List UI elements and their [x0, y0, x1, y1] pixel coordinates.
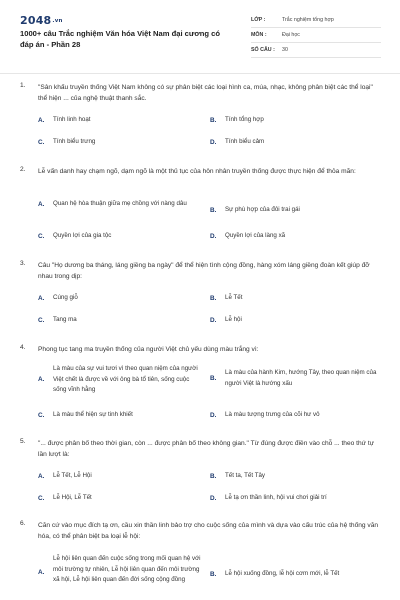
option-text: Lễ tạ ơn thần linh, hội vui chơi giải trí [225, 494, 327, 501]
option-letter: A. [38, 472, 45, 480]
option-b[interactable] [210, 569, 382, 580]
site-logo[interactable] [20, 14, 63, 27]
option-text: Tính biểu trưng [53, 138, 96, 145]
document-title: 1000+ câu Trắc nghiệm Văn hóa Việt Nam đại cương có đáp án - Phần 28 [20, 29, 221, 49]
option-letter: D. [210, 494, 217, 502]
option-text: Quyền lợi của gia tộc [53, 232, 112, 239]
question-text: "... được phân bố theo thời gian, còn ... được phân bố theo không gian." Từ đúng được điền vào chỗ ... theo thứ tự lần lượt là: [38, 440, 375, 458]
option-text: Lễ hội xuống đồng, lễ hội cơm mới, lễ Tết [225, 570, 340, 577]
option-c[interactable] [38, 137, 198, 148]
option-letter: C. [38, 232, 45, 240]
option-d[interactable] [210, 315, 380, 326]
option-text: Lễ Hội, Lễ Tết [53, 494, 92, 501]
question-text: Căn cứ vào mục đích tạ ơn, cầu xin thần linh bảo trợ cho cuộc sống của mình và dựa vào cấu trúc của hệ thống văn hóa, có thể phân biệt ba loại lễ hội: [38, 522, 379, 540]
option-text: Lễ hội liên quan đến cuộc sống trong mối quan hệ với môi trường tự nhiên, Lễ hội liên quan đến môi trường xã hội, Lễ hội liên quan đến đời sống cộng đồng [53, 555, 201, 583]
option-d[interactable] [210, 410, 380, 421]
question-number: 6. [20, 520, 26, 527]
option-letter: C. [38, 138, 45, 146]
question-number: 2. [20, 166, 26, 173]
option-letter: B. [210, 294, 217, 302]
option-text: Là màu của sự vui tươi vì theo quan niệm của người Việt chết là được về với ông bà tổ tiên, sống cuộc sống vĩnh hằng [53, 365, 198, 393]
option-text: Là màu thể hiện sự tinh khiết [53, 411, 133, 418]
option-letter: A. [38, 376, 45, 384]
option-c[interactable] [38, 493, 198, 504]
question-text: Phong tục tang ma truyền thống của người Việt chủ yếu dùng màu trắng vì: [38, 346, 259, 353]
option-text: Lễ Tết [225, 294, 243, 301]
question-number: 3. [20, 260, 26, 267]
option-letter: D. [210, 411, 217, 419]
option-c[interactable] [38, 315, 198, 326]
meta-panel [251, 13, 381, 58]
option-d[interactable] [210, 493, 382, 504]
option-text: Là màu của hành Kim, hướng Tây, theo quan niệm của người Việt là hướng xấu [225, 369, 377, 387]
question-number: 5. [20, 438, 26, 445]
option-b[interactable] [210, 115, 380, 126]
meta-row-class [251, 13, 381, 28]
option-letter: C. [38, 316, 45, 324]
option-a[interactable] [38, 115, 198, 126]
option-letter: A. [38, 294, 45, 302]
option-letter: A. [38, 200, 45, 208]
option-text: Sự phù hợp của đôi trai gái [225, 206, 300, 213]
question-text: Lễ vấn danh hay chạm ngõ, dạm ngõ là một thủ tục của hôn nhân truyền thống được thực hiện để thỏa mãn: [38, 168, 356, 175]
option-text: Tết ta, Tết Tây [225, 472, 266, 479]
option-letter: B. [210, 116, 217, 124]
option-letter: A. [38, 569, 45, 576]
option-text: Tính tổng hợp [225, 116, 264, 123]
option-text: Quyền lợi của làng xã [225, 232, 286, 239]
option-a[interactable] [38, 199, 200, 210]
meta-label: SỐ CÂU : [251, 47, 275, 53]
option-d[interactable] [210, 137, 380, 148]
option-letter: A. [38, 116, 45, 124]
question-text: "Sân khấu truyền thống Việt Nam không có sự phân biệt các loại hình ca, múa, nhạc, không phân biệt các thể loại" thể hiện ... của nghệ thuật thanh sắc. [38, 84, 373, 102]
option-letter: B. [210, 206, 217, 214]
option-text: Tính linh hoạt [53, 116, 91, 123]
option-text: Tang ma [53, 316, 77, 323]
option-letter: B. [210, 375, 217, 382]
option-c[interactable] [38, 231, 198, 242]
option-text: Lễ Tết, Lễ Hội [53, 472, 92, 479]
meta-value: Đại học [282, 32, 300, 38]
meta-row-count [251, 43, 381, 58]
option-letter: B. [210, 570, 217, 578]
option-a[interactable] [38, 364, 208, 396]
meta-row-subject [251, 28, 381, 43]
option-a[interactable] [38, 554, 208, 600]
option-a[interactable] [38, 471, 198, 482]
question-number: 1. [20, 82, 26, 89]
option-c[interactable] [38, 410, 208, 421]
option-b[interactable] [210, 293, 380, 304]
option-letter: B. [210, 472, 217, 480]
option-a[interactable] [38, 293, 198, 304]
header-divider [0, 73, 400, 74]
option-letter: D. [210, 316, 217, 324]
question-number: 4. [20, 344, 26, 351]
meta-label: LỚP : [251, 17, 266, 23]
option-text: Quan hệ hòa thuận giữa mẹ chồng với nàng dâu [53, 200, 187, 207]
logo-extension: .vn [52, 18, 63, 24]
option-b[interactable] [210, 368, 382, 389]
question-text: Câu "Họ dương ba tháng, láng giềng ba ngày" để thể hiện tình cộng đồng, hàng xóm láng giềng đoàn kết giúp đỡ nhau trong dịp: [38, 262, 370, 280]
option-b[interactable] [210, 471, 380, 482]
option-text: Lễ hội [225, 316, 242, 323]
option-letter: D. [210, 232, 217, 240]
option-letter: D. [210, 138, 217, 146]
meta-label: MÔN : [251, 32, 267, 38]
logo-text: 2048 [20, 14, 52, 27]
option-text: Cúng giỗ [53, 294, 78, 301]
option-letter: C. [38, 411, 45, 419]
option-b[interactable] [210, 205, 380, 216]
option-text: Là màu tượng trưng của cõi hư vô [225, 411, 320, 418]
meta-value: Trắc nghiệm tổng hợp [282, 17, 334, 23]
option-d[interactable] [210, 231, 380, 242]
option-letter: C. [38, 494, 45, 502]
meta-value: 30 [282, 47, 288, 53]
option-text: Tính biểu cảm [225, 138, 265, 145]
